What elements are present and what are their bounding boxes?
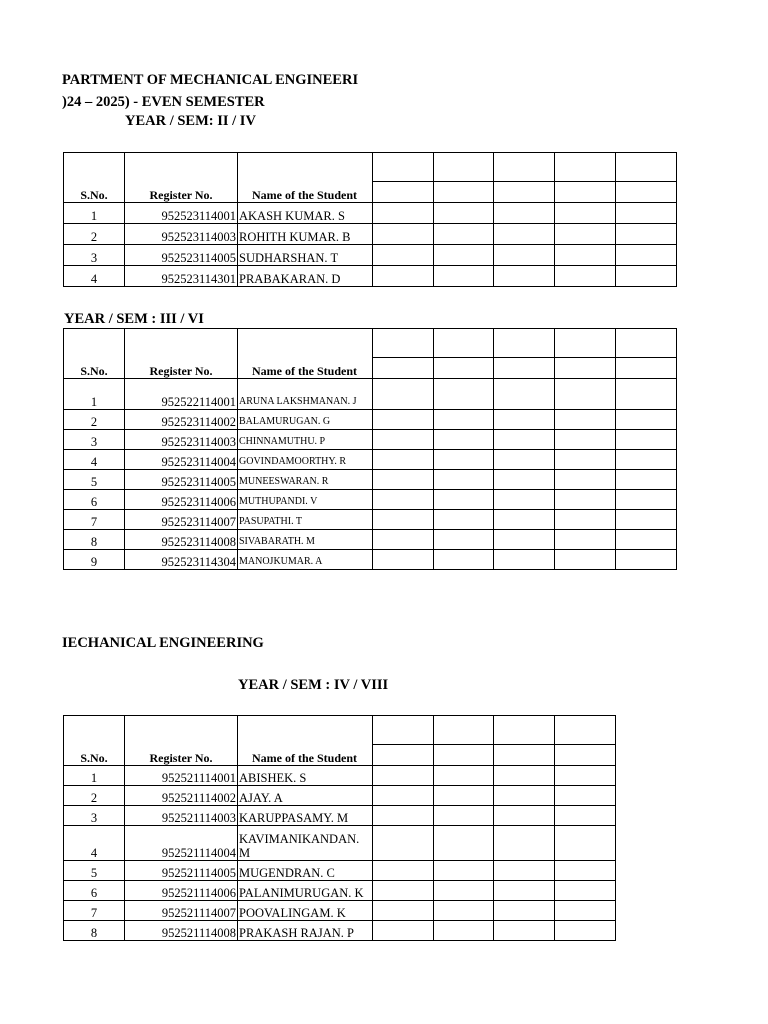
blank-cell [373, 470, 434, 490]
table-cell: 7 [64, 901, 125, 921]
blank-cell [434, 826, 494, 861]
table-cell: 952523114005 [125, 245, 238, 266]
table-row [64, 826, 616, 861]
table-cell: PALANIMURUGAN. K [238, 881, 373, 901]
blank-cell [373, 245, 434, 266]
table-cell: 952521114007 [125, 901, 238, 921]
blank-cell [494, 410, 555, 430]
blank-cell [555, 716, 616, 745]
blank-cell [616, 182, 677, 203]
blank-cell [373, 410, 434, 430]
blank-cell [434, 806, 494, 826]
blank-cell [555, 470, 616, 490]
blank-cell [555, 921, 616, 941]
table-cell: 7 [64, 510, 125, 530]
table-cell: 1 [64, 203, 125, 224]
table-cell: 952521114003 [125, 806, 238, 826]
blank-cell [373, 826, 434, 861]
blank-cell [555, 745, 616, 766]
blank-cell [555, 329, 616, 358]
student-table-year2 [63, 152, 677, 287]
blank-cell [555, 358, 616, 379]
year-sem-title-3: YEAR / SEM : IV / VIII [238, 677, 389, 693]
blank-cell [373, 430, 434, 450]
blank-cell [555, 266, 616, 287]
table-cell: ABISHEK. S [238, 766, 373, 786]
blank-cell [434, 881, 494, 901]
blank-cell [434, 329, 494, 358]
blank-cell [555, 530, 616, 550]
blank-cell [434, 716, 494, 745]
blank-cell [373, 881, 434, 901]
blank-cell [373, 153, 434, 182]
blank-cell [373, 266, 434, 287]
header-sno: S.No. [64, 153, 125, 203]
blank-cell [434, 861, 494, 881]
table-cell: MUGENDRAN. C [238, 861, 373, 881]
table-row [64, 410, 677, 430]
blank-cell [434, 358, 494, 379]
table-cell: 952523114006 [125, 490, 238, 510]
blank-cell [616, 153, 677, 182]
blank-cell [494, 358, 555, 379]
blank-cell [616, 550, 677, 570]
blank-cell [555, 430, 616, 450]
blank-cell [616, 379, 677, 410]
table-cell: 3 [64, 430, 125, 450]
table-cell: 4 [64, 450, 125, 470]
blank-cell [373, 716, 434, 745]
table-row [64, 510, 677, 530]
blank-cell [494, 806, 555, 826]
blank-cell [494, 182, 555, 203]
blank-cell [494, 716, 555, 745]
table-cell: 952523114304 [125, 550, 238, 570]
blank-cell [616, 510, 677, 530]
blank-cell [616, 490, 677, 510]
blank-cell [434, 153, 494, 182]
table-cell: BALAMURUGAN. G [238, 410, 373, 430]
table-cell: 2 [64, 786, 125, 806]
blank-cell [555, 861, 616, 881]
table-cell: PASUPATHI. T [238, 510, 373, 530]
blank-cell [434, 901, 494, 921]
blank-cell [434, 182, 494, 203]
year-sem-title-1: YEAR / SEM: II / IV [125, 113, 256, 129]
blank-cell [555, 450, 616, 470]
header-register: Register No. [125, 153, 238, 203]
blank-cell [434, 430, 494, 450]
blank-cell [373, 901, 434, 921]
table-cell: SUDHARSHAN. T [238, 245, 373, 266]
table-cell: 6 [64, 881, 125, 901]
blank-cell [616, 410, 677, 430]
blank-cell [494, 881, 555, 901]
table-cell: 4 [64, 266, 125, 287]
blank-cell [555, 826, 616, 861]
table-row [64, 881, 616, 901]
table-cell: MUTHUPANDI. V [238, 490, 373, 510]
blank-cell [434, 266, 494, 287]
blank-cell [434, 470, 494, 490]
header-name: Name of the Student [238, 153, 373, 203]
blank-cell [616, 245, 677, 266]
table-cell: GOVINDAMOORTHY. R [238, 450, 373, 470]
blank-cell [494, 921, 555, 941]
table-row [64, 470, 677, 490]
table-cell: 8 [64, 530, 125, 550]
table-cell: POOVALINGAM. K [238, 901, 373, 921]
blank-cell [555, 766, 616, 786]
table-cell: 952522114001 [125, 379, 238, 410]
blank-cell [373, 745, 434, 766]
department-title: PARTMENT OF MECHANICAL ENGINEERI [62, 72, 359, 88]
table-cell: 952523114001 [125, 203, 238, 224]
blank-cell [494, 550, 555, 570]
blank-cell [434, 550, 494, 570]
table-cell: 952523114004 [125, 450, 238, 470]
table-cell: 8 [64, 921, 125, 941]
table-row [64, 379, 677, 410]
blank-cell [494, 245, 555, 266]
table-cell: 3 [64, 806, 125, 826]
blank-cell [494, 329, 555, 358]
table-cell: 952521114004 [125, 826, 238, 861]
blank-cell [373, 203, 434, 224]
blank-cell [373, 224, 434, 245]
table-cell: ROHITH KUMAR. B [238, 224, 373, 245]
blank-cell [494, 224, 555, 245]
blank-cell [616, 530, 677, 550]
table-row [64, 901, 616, 921]
table-row [64, 861, 616, 881]
table-row [64, 450, 677, 470]
table-cell: 952521114008 [125, 921, 238, 941]
blank-cell [555, 550, 616, 570]
table-cell: 1 [64, 379, 125, 410]
table-cell: CHINNAMUTHU. P [238, 430, 373, 450]
table-cell: 952523114008 [125, 530, 238, 550]
table-cell: 952523114007 [125, 510, 238, 530]
table-row [64, 490, 677, 510]
header-register: Register No. [125, 716, 238, 766]
table-cell: AKASH KUMAR. S [238, 203, 373, 224]
table-row [64, 203, 677, 224]
blank-cell [494, 786, 555, 806]
blank-cell [494, 510, 555, 530]
blank-cell [555, 806, 616, 826]
blank-cell [494, 379, 555, 410]
blank-cell [373, 358, 434, 379]
blank-cell [616, 329, 677, 358]
blank-cell [494, 861, 555, 881]
header-sno: S.No. [64, 329, 125, 379]
table-cell: 6 [64, 490, 125, 510]
table-cell: 5 [64, 470, 125, 490]
table-cell: 952521114001 [125, 766, 238, 786]
blank-cell [434, 379, 494, 410]
blank-cell [555, 153, 616, 182]
table-cell: PRAKASH RAJAN. P [238, 921, 373, 941]
header-sno: S.No. [64, 716, 125, 766]
table-cell: MUNEESWARAN. R [238, 470, 373, 490]
blank-cell [373, 786, 434, 806]
blank-cell [555, 490, 616, 510]
table-cell: 952521114005 [125, 861, 238, 881]
blank-cell [434, 490, 494, 510]
table-row [64, 530, 677, 550]
table-cell: 952523114005 [125, 470, 238, 490]
blank-cell [616, 203, 677, 224]
blank-cell [373, 510, 434, 530]
blank-cell [434, 766, 494, 786]
blank-cell [616, 430, 677, 450]
table-row [64, 550, 677, 570]
table-cell: MANOJKUMAR. A [238, 550, 373, 570]
student-table-year3 [63, 328, 677, 570]
blank-cell [373, 182, 434, 203]
table-row [64, 245, 677, 266]
header-name: Name of the Student [238, 329, 373, 379]
blank-cell [494, 450, 555, 470]
blank-cell [616, 224, 677, 245]
blank-cell [555, 881, 616, 901]
blank-cell [434, 530, 494, 550]
blank-cell [555, 182, 616, 203]
table-cell: KAVIMANIKANDAN. M [238, 826, 373, 861]
table-row [64, 266, 677, 287]
header-name: Name of the Student [238, 716, 373, 766]
table-cell: ARUNA LAKSHMANAN. J [238, 379, 373, 410]
blank-cell [373, 490, 434, 510]
table-cell: SIVABARATH. M [238, 530, 373, 550]
table-cell: AJAY. A [238, 786, 373, 806]
table-cell: 952521114006 [125, 881, 238, 901]
year-sem-title-2: YEAR / SEM : III / VI [64, 311, 204, 327]
blank-cell [434, 410, 494, 430]
blank-cell [616, 470, 677, 490]
table-cell: 952523114002 [125, 410, 238, 430]
table-cell: PRABAKARAN. D [238, 266, 373, 287]
table-cell: 2 [64, 410, 125, 430]
table-cell: KARUPPASAMY. M [238, 806, 373, 826]
blank-cell [494, 745, 555, 766]
blank-cell [555, 410, 616, 430]
table-row [64, 806, 616, 826]
blank-cell [555, 224, 616, 245]
table-row [64, 921, 616, 941]
blank-cell [434, 203, 494, 224]
table-cell: 952523114301 [125, 266, 238, 287]
blank-cell [555, 901, 616, 921]
blank-cell [373, 921, 434, 941]
blank-cell [373, 329, 434, 358]
blank-cell [494, 470, 555, 490]
blank-cell [434, 786, 494, 806]
table-row [64, 224, 677, 245]
blank-cell [373, 766, 434, 786]
blank-cell [555, 245, 616, 266]
table-row [64, 766, 616, 786]
blank-cell [434, 745, 494, 766]
blank-cell [555, 510, 616, 530]
table-cell: 5 [64, 861, 125, 881]
blank-cell [434, 510, 494, 530]
table-cell: 1 [64, 766, 125, 786]
table-cell: 9 [64, 550, 125, 570]
blank-cell [494, 266, 555, 287]
blank-cell [373, 861, 434, 881]
blank-cell [494, 490, 555, 510]
blank-cell [494, 430, 555, 450]
blank-cell [494, 766, 555, 786]
blank-cell [434, 921, 494, 941]
table-row [64, 430, 677, 450]
blank-cell [494, 153, 555, 182]
blank-cell [494, 901, 555, 921]
blank-cell [555, 379, 616, 410]
table-cell: 952523114003 [125, 430, 238, 450]
table-cell: 2 [64, 224, 125, 245]
academic-year-title: )24 – 2025) - EVEN SEMESTER [62, 94, 265, 110]
blank-cell [373, 550, 434, 570]
table-cell: 952521114002 [125, 786, 238, 806]
blank-cell [434, 450, 494, 470]
blank-cell [373, 806, 434, 826]
blank-cell [434, 245, 494, 266]
table-cell: 4 [64, 826, 125, 861]
blank-cell [616, 266, 677, 287]
blank-cell [373, 530, 434, 550]
table-cell: 952523114003 [125, 224, 238, 245]
blank-cell [616, 358, 677, 379]
blank-cell [373, 379, 434, 410]
blank-cell [373, 450, 434, 470]
header-register: Register No. [125, 329, 238, 379]
blank-cell [494, 826, 555, 861]
blank-cell [494, 530, 555, 550]
blank-cell [494, 203, 555, 224]
blank-cell [616, 450, 677, 470]
blank-cell [434, 224, 494, 245]
table-row [64, 786, 616, 806]
student-table-year4 [63, 715, 616, 941]
blank-cell [555, 203, 616, 224]
table-cell: 3 [64, 245, 125, 266]
blank-cell [555, 786, 616, 806]
department-title-2: IECHANICAL ENGINEERING [62, 635, 264, 651]
